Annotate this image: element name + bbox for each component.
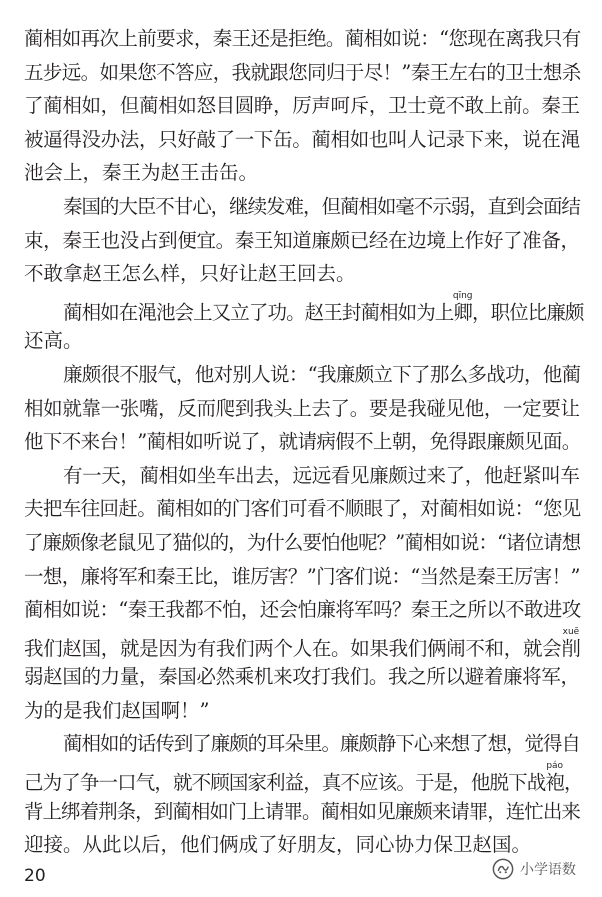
text-segment: 有一天，蔺相如坐车出去，远远看见廉颇过来了，他赶紧叫车 <box>63 463 580 487</box>
text-segment: ， <box>564 771 583 795</box>
annotated-character: 卿 <box>452 300 473 324</box>
text-segment: 迎接。从此以后，他们俩成了好朋友，同心协力保卫赵国。 <box>24 833 532 857</box>
text-line <box>24 392 580 426</box>
text-line <box>24 56 580 90</box>
text-segment: 了廉颇像老鼠见了猫似的，为什么要怕他呢？”蔺相如说：“诸位请想 <box>24 530 581 554</box>
annotated-character: 袍 <box>545 771 564 795</box>
text-line <box>24 526 580 560</box>
text-segment: 他下不来台！”蔺相如听说了，就请病假不上朝，免得跟廉颇见面。 <box>24 430 581 454</box>
pinyin-annotation: qīng <box>452 290 473 301</box>
text-segment: 五步远。如果您不答应，我就跟您同归于尽！”秦王左右的卫士想杀 <box>24 60 581 84</box>
text-line <box>24 627 580 661</box>
text-segment: 夫把车往回赶。蔺相如的门客们可看不顺眼了，对蔺相如说：“您见 <box>24 497 581 521</box>
text-segment: 被逼得没办法，只好敲了一下缶。蔺相如也叫人记录下来，说在渑 <box>24 127 580 151</box>
text-segment: 蔺相如再次上前要求，秦王还是拒绝。蔺相如说：“您现在离我只有 <box>24 27 581 50</box>
text-segment: 为的是我们赵国啊！” <box>24 698 210 722</box>
pinyin-annotated-character <box>561 626 581 660</box>
text-segment: 蔺相如在渑池会上又立了功。赵王封蔺相如为上 <box>63 300 454 324</box>
text-line <box>24 425 580 459</box>
text-segment: 己为了争一口气，就不顾国家利益，真不应该。于是，他脱下战 <box>24 771 546 795</box>
watermark <box>492 858 576 880</box>
text-line <box>24 224 580 258</box>
text-line <box>24 795 580 829</box>
text-segment: 不敢拿赵王怎么样，只好让赵王回去。 <box>24 262 356 286</box>
text-segment: 秦国的大臣不甘心，继续发难，但蔺相如毫不示弱，直到会面结 <box>63 194 580 218</box>
paragraph-first-line <box>24 358 580 392</box>
wechat-official-account-icon <box>492 858 514 880</box>
text-segment: 蔺相如的话传到了廉颇的耳朵里。廉颇静下心来想了想，觉得自 <box>63 732 580 756</box>
paragraph-first-line <box>24 190 580 224</box>
text-segment: 了蔺相如，但蔺相如怒目圆睁，厉声呵斥，卫士竟不敢上前。秦王 <box>24 94 580 118</box>
text-line <box>24 257 580 291</box>
watermark-label: 小学语数 <box>520 862 576 878</box>
annotated-character: 削 <box>561 636 581 660</box>
text-line <box>24 828 580 862</box>
text-segment: 还高。 <box>24 329 83 353</box>
paragraph-first-line <box>24 290 584 325</box>
text-line <box>24 492 580 526</box>
text-segment: ，职位比廉颇 <box>471 300 584 324</box>
text-line <box>24 123 580 157</box>
paragraph-first-line <box>24 459 580 493</box>
page-number: 20 <box>24 866 46 886</box>
text-segment: 一想，廉将军和秦王比，谁厉害？”门客们说：“当然是秦王厉害！” <box>24 564 580 588</box>
text-line <box>24 324 580 358</box>
text-segment: 我们赵国，就是因为有我们两个人在。如果我们俩闹不和，就会 <box>24 636 562 660</box>
text-line <box>24 560 580 594</box>
text-segment: 蔺相如说：“秦王我都不怕，还会怕廉将军吗？秦王之所以不敢进攻 <box>24 598 581 622</box>
paragraph-first-line <box>24 727 580 761</box>
text-segment: 廉颇很不服气，他对别人说：“我廉颇立下了那么多战功，他蔺 <box>63 362 581 386</box>
text-segment: 束，秦王也没占到便宜。秦王知道廉颇已经在边境上作好了准备， <box>24 228 580 252</box>
text-line <box>24 89 580 123</box>
text-segment: 池会上，秦王为赵王击缶。 <box>24 161 259 185</box>
text-line <box>24 761 583 795</box>
text-line <box>24 694 580 728</box>
pinyin-annotated-character <box>452 290 473 324</box>
text-line <box>24 660 580 694</box>
text-segment: 弱赵国的力量，秦国必然乘机来攻打我们。我之所以避着廉将军， <box>24 665 580 689</box>
pinyin-annotation: páo <box>545 761 564 772</box>
text-segment: 背上绑着荆条，到蔺相如门上请罪。蔺相如见廉颇来请罪，连忙出来 <box>24 799 580 823</box>
story-text <box>24 22 584 862</box>
text-line <box>24 593 580 627</box>
pinyin-annotated-character <box>545 761 564 795</box>
text-segment: 相如就靠一张嘴，反而爬到我头上去了。要是我碰见他，一定要让 <box>24 396 580 420</box>
pinyin-annotation: xuē <box>561 626 581 637</box>
text-line <box>24 156 580 190</box>
text-line <box>24 22 580 56</box>
